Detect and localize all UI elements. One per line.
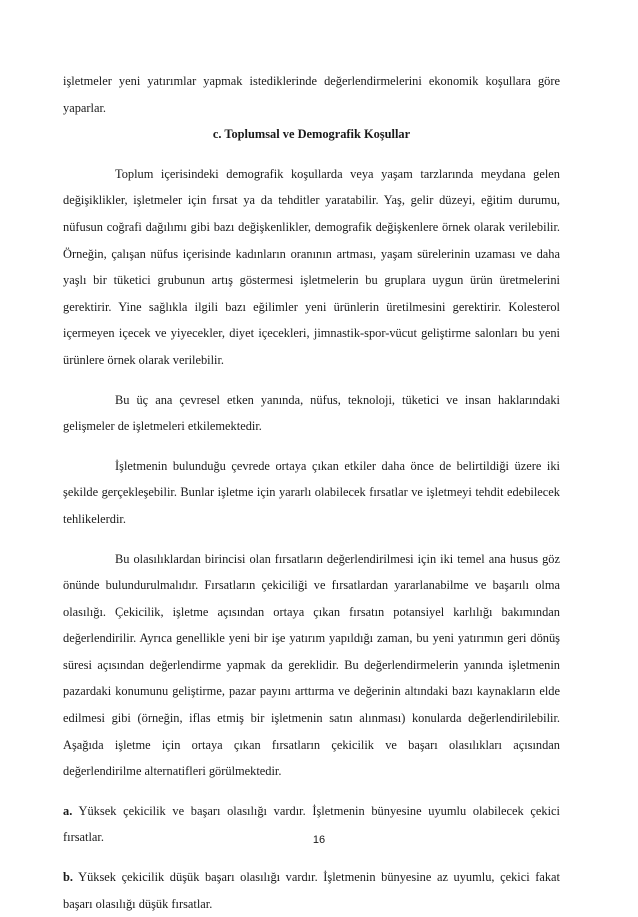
page-number: 16 xyxy=(312,834,326,846)
paragraph-opportunity-evaluation: Bu olasılıklardan birincisi olan fırsatların değerlendirilmesi için iki temel ana husus göz önünde bulundurulmalıdır. Fırsatların çekiciliği ve fırsatlardan yararlanabilme ve başarılı olma olasılığı. Çekicilik, işletme açısından ortaya çıkan fırsatın potansiyel karlılığı bakımından değerlendirilir. Ayrıca genellikle yeni bir işe yatırım yapıldığı zaman, bu yeni yatırımın geri dönüş süresi açısından değerlendirme yapmak da gereklidir. Bu değerlendirmelerin yanında işletmenin pazardaki konumunu geliştirme, pazar payını arttırma ve değerinin altındaki bazı kaynakların elde edilmesi gibi (örneğin, iflas etmiş bir işletmenin satın alınması) konularda değerlendirilebilir. Aşağıda işletme için ortaya çıkan fırsatların çekicilik ve başarı olasılıkları açısından değerlendirilme alternatifleri görülmektedir. xyxy=(63,551,560,779)
list-item-label: a. xyxy=(63,803,73,818)
page-body xyxy=(63,68,560,917)
list-item-text: Yüksek çekicilik ve başarı olasılığı vardır. İşletmenin bünyesine uyumlu olabilecek çekici fırsatlar. xyxy=(63,803,561,845)
paragraph-opportunities-threats: İşletmenin bulunduğu çevrede ortaya çıkan etkiler daha önce de belirtildiği üzere iki şekilde gerçekleşebilir. Bunlar işletme için yararlı olabilecek fırsatlar ve işletmeyi tehdit edebilecek tehlikelerdir. xyxy=(63,458,560,526)
intro-paragraph: işletmeler yeni yatırımlar yapmak istediklerinde değerlendirmelerini ekonomik koşullara göre yaparlar. xyxy=(63,74,560,115)
paragraph-demographics: Toplum içerisindeki demografik koşullarda veya yaşam tarzlarında meydana gelen değişiklikler, işletmeler için fırsat ya da tehditler yaratabilir. Yaş, gelir düzeyi, eğitim durumu, nüfusun coğrafi dağılımı gibi bazı değişkenlikler, demografik değişkenlere örnek olarak verilebilir. Örneğin, çalışan nüfus içerisinde kadınların oranının artması, yaşam sürelerinin uzaması ve daha yaşlı bir tüketici grubunun artış göstermesi işletmelerin bu gruplara uygun ürün üretmelerini gerektirir. Yine sağlıkla ilgili bazı eğilimler yeni ürünlerin üretilmesini gerektirir. Kolesterol içermeyen içecek ve yiyecekler, diyet içecekleri, jimnastik-spor-vücut geliştirme salonları bu yeni ürünlere örnek olarak verilebilir. xyxy=(63,166,560,367)
list-item-text: Yüksek çekicilik düşük başarı olasılığı vardır. İşletmenin bünyesine az uyumlu, çekici fakat başarı olasılığı düşük fırsatlar. xyxy=(63,870,560,911)
list-item-label: b. xyxy=(63,870,73,885)
section-heading: c. Toplumsal ve Demografik Koşullar xyxy=(212,127,411,142)
list-item-b xyxy=(63,864,560,917)
paragraph-environmental-factors: Bu üç ana çevresel etken yanında, nüfus, teknoloji, tüketici ve insan haklarındaki gelişmeler de işletmeleri etkilemektedir. xyxy=(63,392,560,434)
